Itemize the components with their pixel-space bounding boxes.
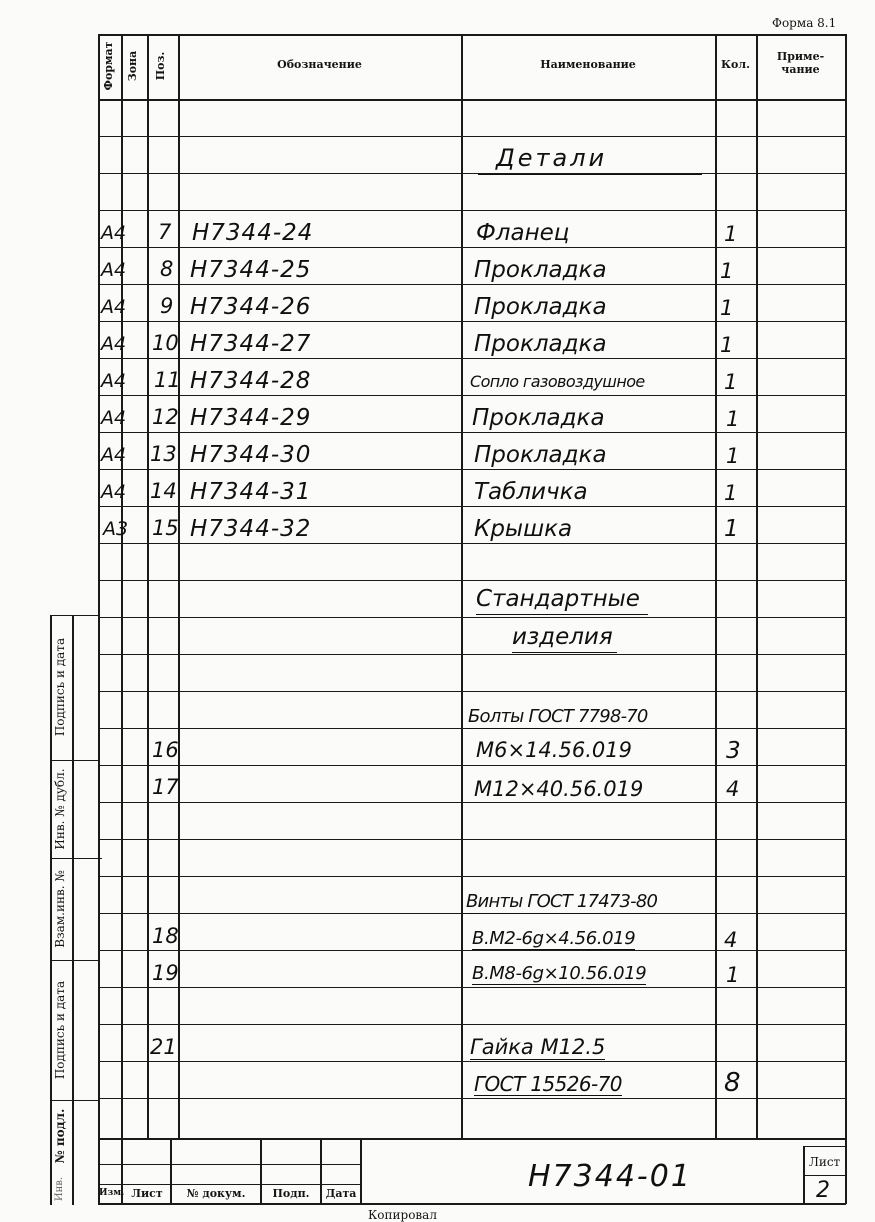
- part-qty: 1: [724, 516, 739, 542]
- header-designation: Обозначение: [277, 58, 362, 71]
- part-pos: 12: [152, 405, 179, 429]
- header-pos: Поз.: [154, 51, 167, 81]
- section-standard-line2: изделия: [512, 626, 617, 653]
- header-qty: Кол.: [721, 58, 750, 71]
- part-name: Прокладка: [474, 442, 607, 468]
- part-format: А4: [101, 444, 127, 466]
- part-qty: 1: [726, 407, 740, 431]
- section-standard-line1: Стандартные: [476, 588, 648, 615]
- part-qty: 1: [720, 259, 734, 283]
- part-qty: 1: [720, 296, 734, 320]
- title-list: Лист: [131, 1187, 163, 1200]
- part-designation: Н7344-26: [190, 294, 312, 320]
- section-screws-title: Винты ГОСТ 17473-80: [466, 891, 658, 912]
- screw-name: В.М8-6g×10.56.019: [472, 963, 647, 984]
- part-designation: Н7344-24: [192, 220, 314, 246]
- section-parts-title: Детали: [478, 146, 702, 175]
- side-label-inv-short: Инв.: [54, 1176, 65, 1202]
- part-format: А4: [101, 333, 127, 355]
- part-format: А4: [101, 407, 127, 429]
- part-pos: 15: [152, 516, 179, 540]
- nut-name-line1: Гайка М12.5: [470, 1035, 606, 1059]
- part-name: Сопло газовоздушное: [470, 372, 645, 391]
- footer-copied: Копировал: [368, 1208, 437, 1222]
- nut-pos: 21: [150, 1035, 177, 1059]
- part-designation: Н7344-28: [190, 368, 312, 394]
- part-qty: 1: [724, 222, 738, 246]
- title-doc-no: № докум.: [186, 1187, 246, 1200]
- part-name: Прокладка: [474, 331, 607, 357]
- screw-qty: 4: [724, 928, 738, 952]
- part-format: А4: [101, 296, 127, 318]
- part-designation: Н7344-32: [190, 516, 312, 542]
- part-designation: Н7344-31: [190, 479, 312, 505]
- nut-qty: 8: [724, 1068, 741, 1098]
- part-name: Табличка: [474, 479, 588, 505]
- screw-name: В.М2-6g×4.56.019: [472, 928, 636, 949]
- header-note-line1: Приме-: [776, 50, 825, 63]
- part-pos: 14: [150, 479, 177, 503]
- header-name: Наименование: [540, 58, 636, 71]
- part-designation: Н7344-30: [190, 442, 312, 468]
- part-name: Прокладка: [472, 405, 605, 431]
- header-format: Формат: [102, 41, 115, 91]
- part-designation: Н7344-27: [190, 331, 312, 357]
- part-format: А3: [103, 518, 129, 540]
- screw-qty: 1: [726, 963, 740, 987]
- part-qty: 1: [726, 444, 740, 468]
- part-name: Крышка: [474, 516, 573, 542]
- part-format: А4: [101, 259, 127, 281]
- header-note: [756, 51, 845, 76]
- bolt-qty: 3: [726, 738, 741, 764]
- part-qty: 1: [724, 481, 738, 505]
- part-qty: 1: [724, 370, 738, 394]
- screw-pos: 19: [152, 961, 179, 985]
- bolt-name: М12×40.56.019: [474, 777, 644, 801]
- title-sign: Подп.: [272, 1187, 310, 1200]
- form-label: Форма 8.1: [772, 16, 837, 30]
- part-name: Прокладка: [474, 294, 607, 320]
- side-label-replaced-inv: Взам.инв. №: [53, 870, 67, 948]
- title-designation: Н7344-01: [528, 1159, 692, 1194]
- part-pos: 9: [160, 294, 174, 318]
- title-izm: Изм.: [99, 1188, 125, 1198]
- nut-name-line2: ГОСТ 15526-70: [474, 1072, 622, 1096]
- part-pos: 13: [150, 442, 177, 466]
- part-name: Прокладка: [474, 257, 607, 283]
- screw-pos: 18: [152, 924, 179, 948]
- side-label-sign-date-top: Подпись и дата: [53, 637, 67, 737]
- header-zone: Зона: [126, 50, 139, 82]
- part-format: А4: [101, 370, 127, 392]
- side-label-sign-date-bottom: Подпись и дата: [53, 980, 67, 1080]
- part-pos: 11: [154, 368, 181, 392]
- bolt-qty: 4: [726, 777, 740, 801]
- part-designation: Н7344-25: [190, 257, 312, 283]
- bolt-name: М6×14.56.019: [476, 738, 632, 762]
- bolt-pos: 17: [152, 775, 179, 799]
- section-bolts-title: Болты ГОСТ 7798-70: [468, 706, 648, 727]
- part-pos: 8: [160, 257, 174, 281]
- part-pos: 10: [152, 331, 179, 355]
- side-label-orig-inv: № подл.: [53, 1108, 67, 1164]
- side-label-dup-inv: Инв. № дубл.: [53, 768, 67, 850]
- title-date: Дата: [325, 1187, 357, 1200]
- part-qty: 1: [720, 333, 734, 357]
- part-pos: 7: [158, 220, 172, 244]
- part-designation: Н7344-29: [190, 405, 312, 431]
- part-format: А4: [101, 222, 127, 244]
- part-format: А4: [101, 481, 127, 503]
- header-note-line2: чание: [781, 62, 820, 76]
- bolt-pos: 16: [152, 738, 179, 762]
- part-name: Фланец: [476, 220, 570, 246]
- title-sheet-label: Лист: [808, 1155, 841, 1169]
- title-sheet-no: 2: [816, 1178, 830, 1203]
